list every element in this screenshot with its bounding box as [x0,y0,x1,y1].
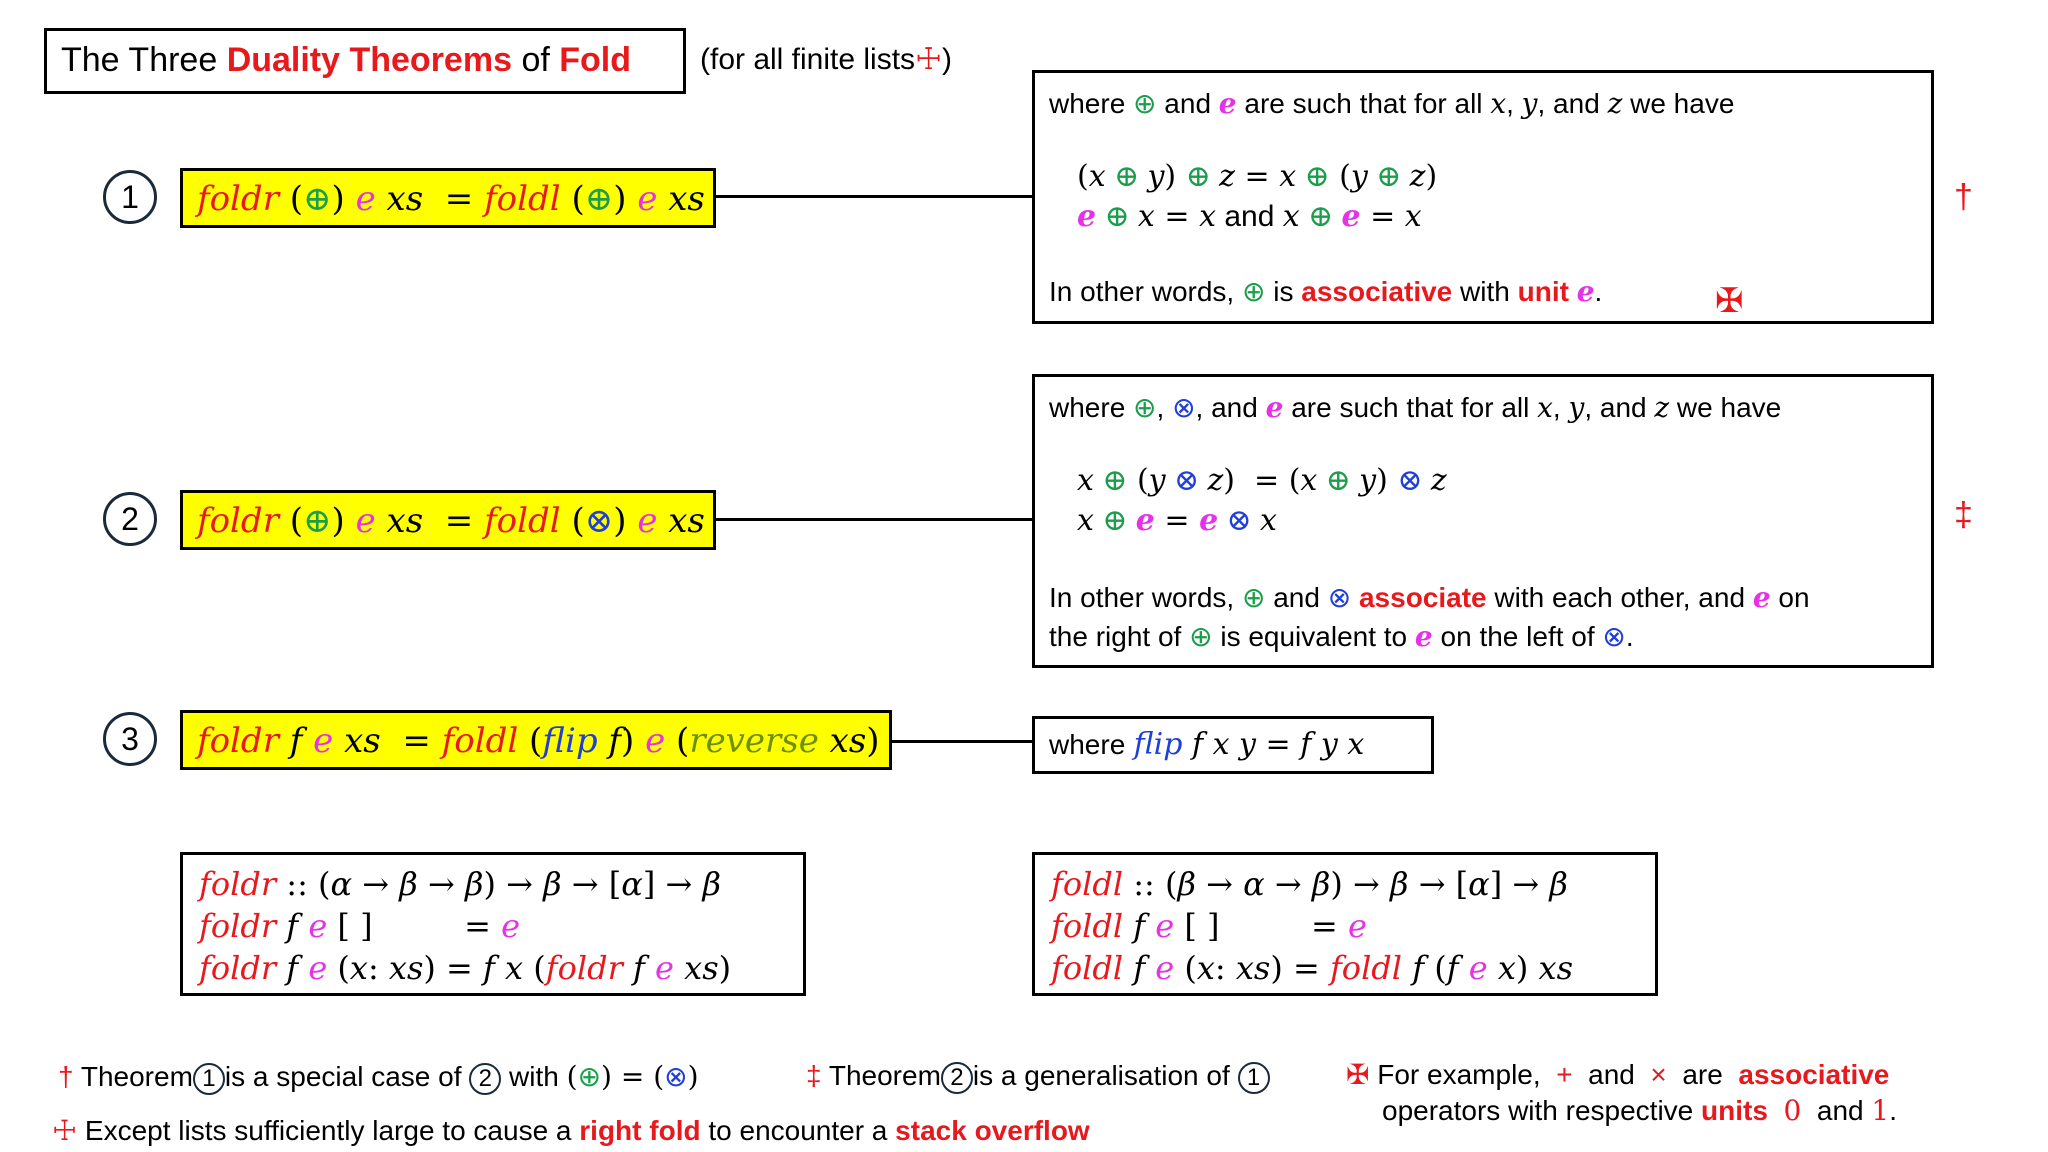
connector-3 [892,740,1032,743]
foldl-type-signature: foldl :: (β → α → β) → β → [α] → β [1051,865,1568,903]
theorem-1-ref-b: 1 [1238,1062,1270,1094]
condition-1-law-assoc: (x ⊕ y) ⊕ z = x ⊕ (y ⊕ z) [1077,159,1438,194]
connector-1 [716,195,1032,198]
double-dagger-mark-2: ‡ [1954,496,1973,534]
foldl-definition-box [1032,852,1658,996]
foldl-definition [1051,863,1573,989]
theorem-2-equation [180,490,716,550]
theorem-2-ref-b: 2 [941,1062,973,1094]
cross-symbol: ☩ [915,43,942,76]
maltese-cross-icon: ✠ [1715,282,1744,320]
condition-2-box [1032,374,1934,668]
foldr-recursive-case: foldr f e (x: xs) = f x (foldr f e xs) [199,949,732,987]
foldr-base-case: foldr f e [ ] = e [199,907,521,945]
condition-2-summary-line2: the right of ⊕ is equivalent to e on the left of ⊗. [1049,620,1634,653]
theorem-2-formula: foldr (⊕) e xs = foldl (⊗) e xs [197,501,705,541]
footnote-cross: ☩ Except lists sufficiently large to cause a right fold to encounter a stack overflow [52,1115,1090,1146]
footnote-double-dagger: ‡ Theorem 2 is a generalisation of 1 [806,1060,1270,1094]
condition-3-box [1032,716,1434,774]
theorem-1-formula: foldr (⊕) e xs = foldl (⊕) e xs [197,179,705,219]
condition-1-summary: In other words, ⊕ is associative with unit e. [1049,275,1603,308]
subtitle: (for all finite lists☩) [700,43,952,76]
theorem-1-ref: 1 [193,1063,225,1095]
footnote-example-line2: operators with respective units 0 and 1. [1382,1094,1897,1127]
theorem-3-equation [180,710,892,770]
condition-1-intro: where ⊕ and e are such that for all x, y, and z we have [1049,87,1735,120]
condition-2-law-assoc: x ⊕ (y ⊗ z) = (x ⊕ y) ⊗ z [1077,463,1447,498]
foldr-definition [199,863,731,989]
footnote-example-line1: ✠ For example, + and × are associative [1346,1059,1890,1090]
theorem-1-equation [180,168,716,228]
connector-2 [716,518,1032,521]
theorem-3-formula: foldr f e xs = foldl (flip f) e (reverse xs) [197,721,880,761]
foldl-base-case: foldl f e [ ] = e [1051,907,1367,945]
condition-1-law-unit: e ⊕ x = x and x ⊕ e = x [1077,199,1422,234]
condition-2-summary-line1: In other words, ⊕ and ⊗ associate with each other, and e on [1049,581,1810,614]
theorem-3-number: 3 [103,712,157,766]
dagger-mark-1: † [1954,178,1973,216]
condition-3-flip-def: where flip f x y = f y x [1049,727,1365,762]
foldr-definition-box [180,852,806,996]
theorem-2-ref: 2 [469,1063,501,1095]
footnote-dagger: † Theorem 1 is a special case of 2 with (⊕) = (⊗) [58,1060,699,1093]
foldl-recursive-case: foldl f e (x: xs) = foldl f (f e x) xs [1051,949,1573,987]
title-box [44,28,686,94]
theorem-2-number: 2 [103,492,157,546]
theorem-1-number: 1 [103,170,157,224]
condition-1-box [1032,70,1934,324]
condition-2-law-unit: x ⊕ e = e ⊗ x [1077,503,1277,538]
page-title: The Three Duality Theorems of Fold [61,41,632,79]
condition-2-intro: where ⊕, ⊗, and e are such that for all x, y, and z we have [1049,391,1782,424]
foldr-type-signature: foldr :: (α → β → β) → β → [α] → β [199,865,721,903]
